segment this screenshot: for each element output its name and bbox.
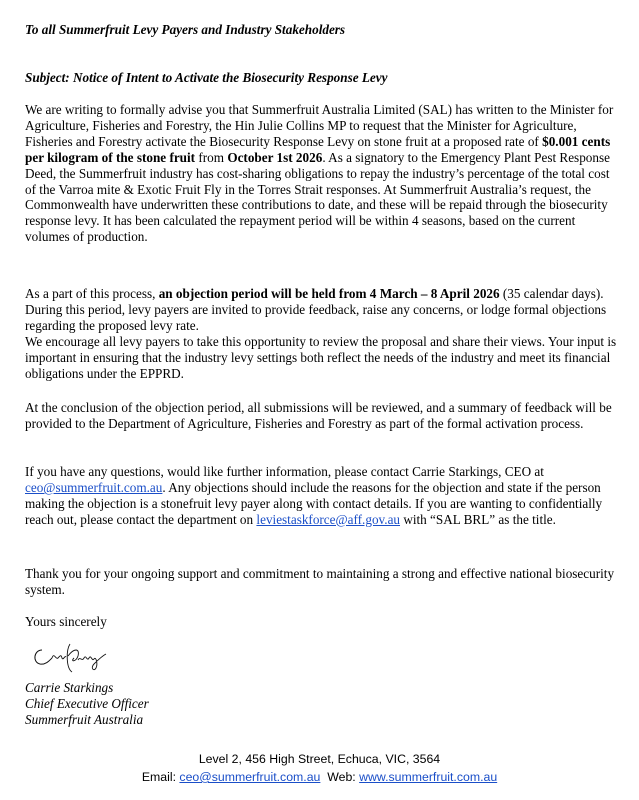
objection-period-dates: an objection period will be held from 4 March – 8 April 2026 (158, 286, 500, 301)
footer-email-label: Email: (141, 770, 180, 784)
handwritten-signature (30, 638, 110, 674)
p2-text-a: As a part of this process, (25, 286, 159, 301)
p2-text-c: (35 calendar days). During this period, levy payers are invited to provide feedback, raise any concerns, or lodge formal objections regarding the proposed levy rate. (25, 286, 607, 333)
p1-text-a: We are writing to formally advise you that Summerfruit Australia Limited (SAL) has written to the Minister for Agriculture, Fisheries and Forestry, the Hin Julie Collins MP to request that the Minister for Agriculture, Fisheries and Forestry activate the Biosecurity Response Levy on stone fruit at a proposed rate of (25, 102, 614, 149)
paragraph-thanks: Thank you for your ongoing support and commitment to maintaining a strong and effective national biosecurity system. (25, 566, 615, 597)
footer-contact (0, 770, 639, 784)
footer-web-link[interactable]: www.summerfruit.com.au (359, 770, 498, 784)
p2-text-d: We encourage all levy payers to take this opportunity to review the proposal and share their views. Your input is important in ensuring that the industry levy settings both reflect the needs of the industry and meet its financial obligations under the EPPRD. (25, 333, 617, 381)
paragraph-objection-period (25, 286, 617, 381)
department-email-link[interactable]: leviestaskforce@aff.gov.au (256, 511, 401, 527)
footer-web-label: Web: (327, 770, 360, 784)
subject-line: Subject: Notice of Intent to Activate the Biosecurity Response Levy (25, 70, 388, 85)
levy-rate: $0.001 cents per kilogram of the stone fruit (25, 133, 611, 165)
p4-text-a: If you have any questions, would like further information, please contact Carrie Starkings, CEO at (25, 464, 544, 479)
p4-text-c: with “SAL BRL” as the title. (400, 511, 556, 527)
addressee: To all Summerfruit Levy Payers and Industry Stakeholders (25, 22, 346, 37)
footer-email-link[interactable]: ceo@summerfruit.com.au (179, 770, 321, 784)
levy-start-date: October 1st 2026 (227, 149, 323, 165)
signatory-organisation: Summerfruit Australia (25, 712, 144, 727)
paragraph-conclusion: At the conclusion of the objection period, all submissions will be reviewed, and a summary of feedback will be provided to the Department of Agriculture, Fisheries and Forestry as part of the formal activation process. (25, 400, 612, 431)
p1-text-c: from (195, 149, 228, 165)
p1-text-d: . As a signatory to the Emergency Plant Pest Response Deed, the Summerfruit industry has cost-sharing obligations to repay the industry’s percentage of the total cost of the Varroa mite & Exotic Fruit Fly in the Torres Strait responses. At Summerfruit Australia’s request, the Commonwealth have underwritten these contributions to date, and these will be repaid through the biosecurity response levy. It has been calculated the repayment period will be within 4 seasons, based on the current volumes of production. (25, 149, 610, 245)
closing-salutation: Yours sincerely (25, 614, 107, 629)
p4-text-b: . Any objections should include the reasons for the objection and state if the person making the objection is a stonefruit levy payer along with contact details. If you are wanting to confidentially reach out, please contact the department on (25, 479, 603, 527)
footer-address: Level 2, 456 High Street, Echuca, VIC, 3564 (198, 752, 441, 766)
signatory-title: Chief Executive Officer (25, 696, 149, 711)
paragraph-contact (25, 464, 617, 528)
paragraph-levy-request (25, 102, 617, 245)
signatory-name: Carrie Starkings (25, 680, 114, 695)
ceo-email-link[interactable]: ceo@summerfruit.com.au (25, 479, 163, 495)
